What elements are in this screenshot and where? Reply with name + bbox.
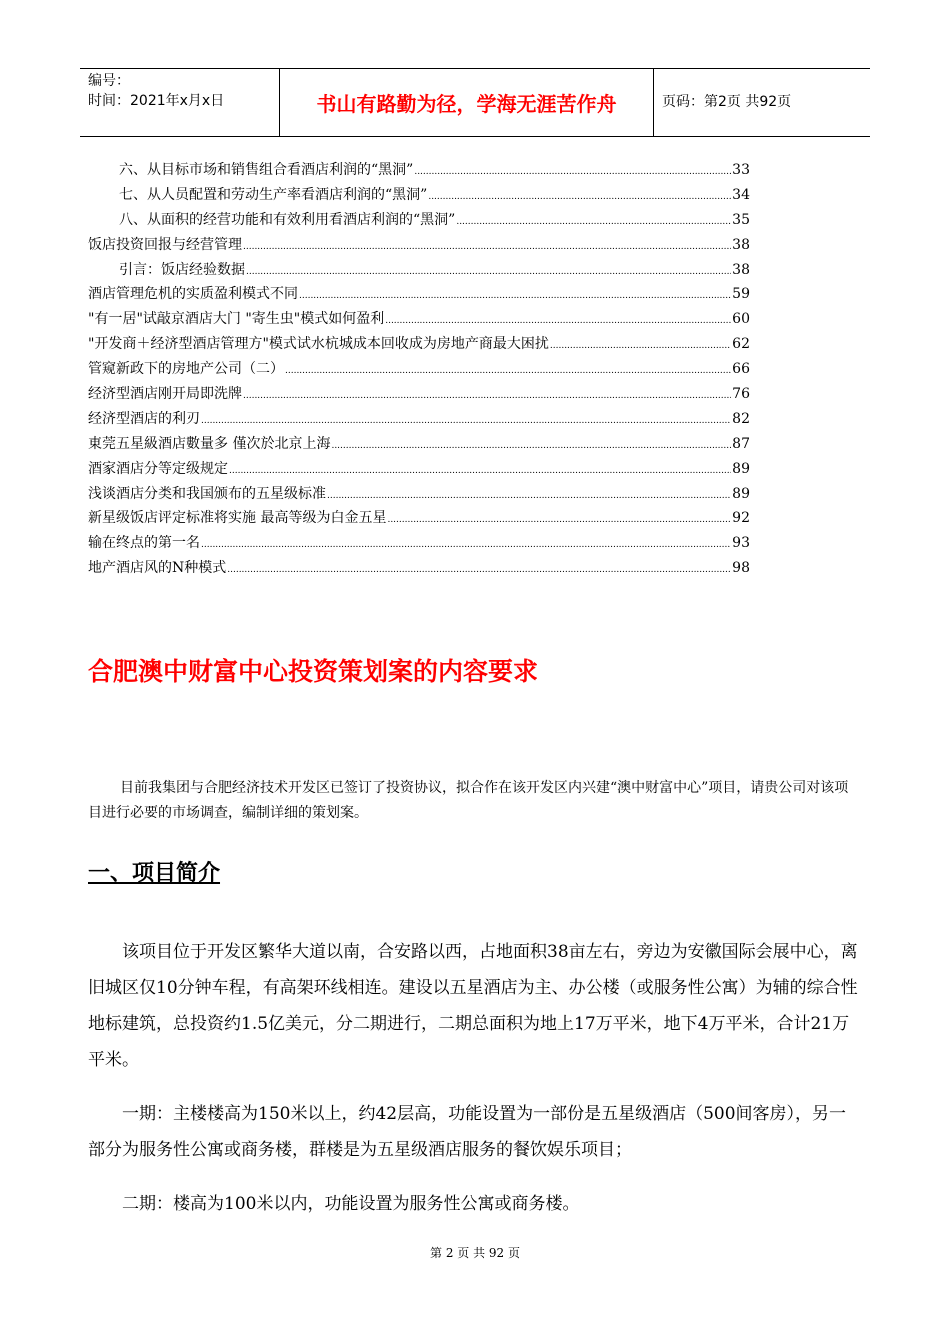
- toc-entry-title: "开发商＋经济型酒店管理方"模式试水杭城成本回收成为房地产商最大困扰: [88, 336, 549, 353]
- body-paragraph: 二期：楼高为100米以内，功能设置为服务性公寓或商务楼。: [122, 1194, 580, 1214]
- toc-leader-dots: [201, 540, 731, 550]
- toc-leader-dots: [227, 565, 731, 575]
- toc-entry-title: 七、从人员配置和劳动生产率看酒店利润的“黑洞”: [119, 186, 428, 203]
- toc-entry[interactable]: [88, 234, 750, 259]
- toc-leader-dots: [201, 416, 731, 426]
- toc-entry-title: 经济型酒店刚开局即洗牌: [88, 386, 242, 403]
- page-footer: 第 2 页 共 92 页: [430, 1246, 520, 1260]
- toc-entry-page: 38: [732, 261, 750, 278]
- toc-entry-title: 地产酒店风的N种模式: [88, 560, 227, 577]
- toc-entry-title: 管窥新政下的房地产公司（二）: [88, 361, 284, 378]
- header-page-info: 页码：第2页 共92页: [662, 94, 792, 110]
- toc-entry-title: 酒店管理危机的实质盈利模式不同: [88, 286, 298, 303]
- body-paragraph: 该项目位于开发区繁华大道以南，合安路以西，占地面积38亩左右，旁边为安徽国际会展中心，离旧城区仅10分钟车程，有高架环线相连。建设以五星酒店为主、办公楼（或服务性公寓）为辅的综合性地标建筑，总投资约1.5亿美元，分二期进行，二期总面积为地上17万平米，地下4万平米，合计21万平米。: [88, 942, 858, 1070]
- time-label: 时间：2021年x月x日: [88, 93, 225, 109]
- toc-leader-dots: [246, 267, 731, 277]
- body-paragraph: 一期：主楼楼高为150米以上，约42层高，功能设置为一部份是五星级酒店（500间客房），另一部分为服务性公寓或商务楼，群楼是为五星级酒店服务的餐饮娱乐项目；: [88, 1104, 847, 1160]
- toc-entry-page: 76: [732, 386, 750, 403]
- toc-entry[interactable]: [88, 283, 750, 308]
- toc-entry-page: 66: [732, 361, 750, 378]
- toc-leader-dots: [456, 217, 731, 227]
- toc-entry[interactable]: [88, 532, 750, 557]
- header-meta: [88, 71, 224, 111]
- toc-entry-page: 62: [732, 336, 750, 353]
- toc-leader-dots: [243, 391, 731, 401]
- intro-paragraph: 目前我集团与合肥经济技术开发区已签订了投资协议，拟合作在该开发区内兴建“澳中财富中心”项目，请贵公司对该项目进行必要的市场调查，编制详细的策划案。: [88, 780, 849, 821]
- toc-entry[interactable]: [88, 408, 750, 433]
- toc-entry-page: 89: [732, 460, 750, 477]
- toc-entry-page: 98: [732, 560, 750, 577]
- toc-entry[interactable]: [88, 209, 750, 234]
- toc-entry[interactable]: [88, 259, 750, 284]
- toc-entry[interactable]: [88, 483, 750, 508]
- toc-leader-dots: [385, 316, 731, 326]
- toc-entry-page: 33: [732, 162, 750, 178]
- toc-entry-title: 饭店投资回报与经营管理: [88, 236, 242, 253]
- toc-entry[interactable]: [88, 184, 750, 209]
- toc-entry[interactable]: [88, 507, 750, 532]
- toc-entry-title: 酒家酒店分等定级规定: [88, 460, 228, 477]
- toc-leader-dots: [387, 515, 731, 525]
- toc-entry-page: 89: [732, 485, 750, 502]
- document-title: 合肥澳中财富中心投资策划案的内容要求: [88, 657, 539, 686]
- page-header: [80, 68, 870, 137]
- toc-leader-dots: [327, 491, 731, 501]
- section-heading: 一、项目简介: [88, 861, 221, 886]
- toc-entry-page: 93: [732, 535, 750, 552]
- header-divider: [653, 69, 654, 136]
- toc-entry-page: 35: [732, 211, 750, 228]
- toc-leader-dots: [428, 192, 731, 202]
- toc-entry[interactable]: [88, 333, 750, 358]
- toc-leader-dots: [285, 366, 731, 376]
- toc-leader-dots: [229, 466, 731, 476]
- toc-entry-page: 34: [732, 186, 750, 203]
- toc-entry-page: 87: [732, 435, 750, 452]
- toc-entry-page: 92: [732, 510, 750, 527]
- toc-entry-page: 82: [732, 410, 750, 427]
- toc-entry-title: 新星级饭店评定标准将实施 最高等级为白金五星: [88, 510, 387, 527]
- toc-entry-title: 六、从目标市场和销售组合看酒店利润的“黑洞”: [119, 162, 414, 178]
- toc-leader-dots: [299, 291, 731, 301]
- toc-entry-page: 38: [732, 236, 750, 253]
- toc-entry[interactable]: [88, 557, 750, 582]
- toc-entry[interactable]: [88, 159, 750, 184]
- number-label: 编号：: [88, 73, 130, 89]
- toc-entry[interactable]: [88, 433, 750, 458]
- toc-entry-page: 60: [732, 311, 750, 328]
- toc-entry[interactable]: [88, 383, 750, 408]
- toc-entry-title: 经济型酒店的利刃: [88, 410, 200, 427]
- toc-entry-title: 引言：饭店经验数据: [119, 261, 245, 278]
- toc-leader-dots: [243, 242, 731, 252]
- toc-entry-title: "有一居"试敲京酒店大门 "寄生虫"模式如何盈利: [88, 311, 385, 328]
- toc-entry-page: 59: [732, 286, 750, 303]
- toc-entry[interactable]: [88, 358, 750, 383]
- toc-entry-title: 输在终点的第一名: [88, 535, 200, 552]
- toc-entry-title: 浅谈酒店分类和我国颁布的五星级标准: [88, 485, 326, 502]
- toc-entry[interactable]: [88, 308, 750, 333]
- toc-entry-title: 八、从面积的经营功能和有效利用看酒店利润的“黑洞”: [119, 211, 456, 228]
- toc-leader-dots: [550, 341, 731, 351]
- table-of-contents: [88, 159, 750, 582]
- toc-entry-title: 東莞五星級酒店數量多 僅次於北京上海: [88, 435, 331, 452]
- header-motto: 书山有路勤为径，学海无涯苦作舟: [316, 92, 617, 116]
- toc-entry[interactable]: [88, 458, 750, 483]
- toc-leader-dots: [331, 441, 731, 451]
- toc-leader-dots: [414, 167, 731, 177]
